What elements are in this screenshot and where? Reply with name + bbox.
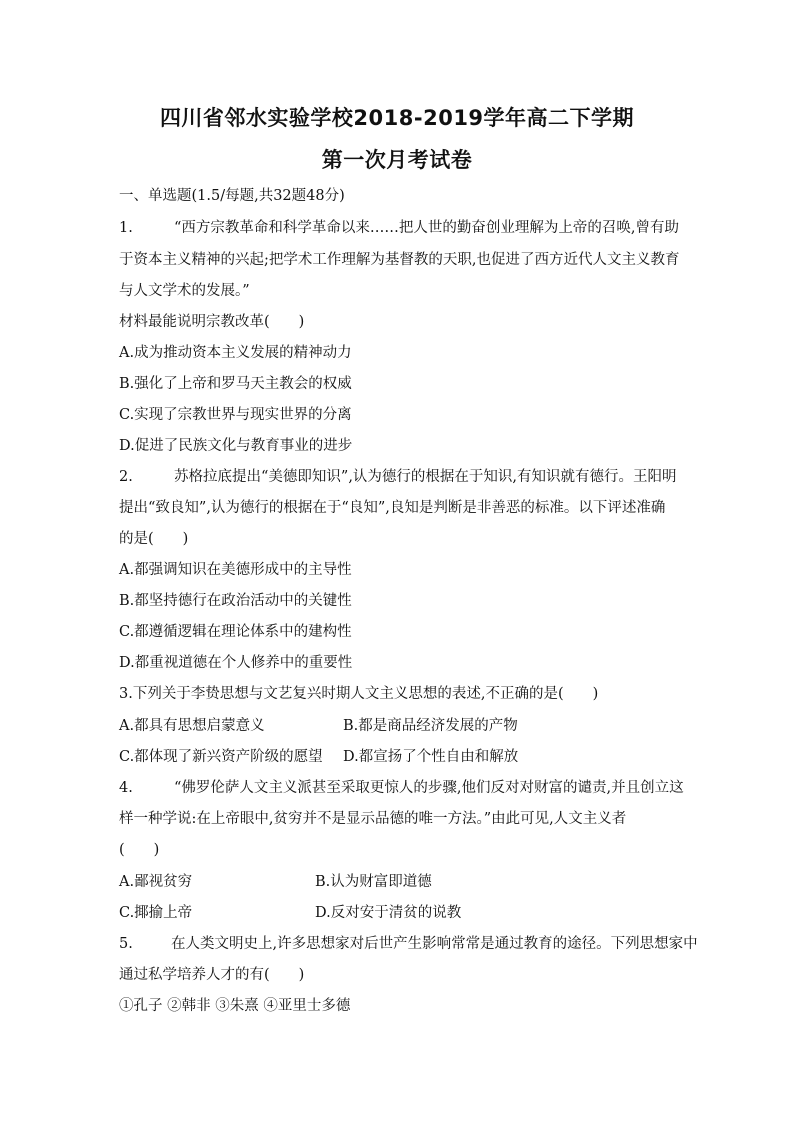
question-4-number: 4. <box>119 780 133 796</box>
question-2-option-c: C.都遵循逻辑在理论体系中的建构性 <box>119 624 352 640</box>
question-4-text-line-2: 样一种学说:在上帝眼中,贫穷并不是显示品德的唯一方法。”由此可见,人文主义者 <box>119 811 627 827</box>
question-2-option-b: B.都坚持德行在政治活动中的关键性 <box>119 593 352 609</box>
question-2-text-line-3: 的是( ) <box>119 531 189 547</box>
question-3-option-c: C.都体现了新兴资产阶级的愿望 <box>119 749 323 765</box>
exam-title: 四川省邻水实验学校2018-2019学年高二下学期 <box>159 106 635 130</box>
question-1-option-b: B.强化了上帝和罗马天主教会的权威 <box>119 376 352 392</box>
question-3-option-b: B.都是商品经济发展的产物 <box>343 718 518 734</box>
question-1-text-line-2: 于资本主义精神的兴起;把学术工作理解为基督教的天职,也促进了西方近代人文主义教育 <box>119 252 680 268</box>
question-5-choices: ①孔子 ②韩非 ③朱熹 ④亚里士多德 <box>119 998 351 1014</box>
question-4-option-c: C.揶揄上帝 <box>119 905 193 921</box>
question-1-text-line-3: 与人文学术的发展。” <box>119 283 250 299</box>
question-2-text-line-2: 提出“致良知”,认为德行的根据在于“良知”,良知是判断是非善恶的标准。以下评述准确 <box>119 500 666 516</box>
question-3-option-a: A.都具有思想启蒙意义 <box>119 718 265 734</box>
question-5-text-line-2: 通过私学培养人才的有( ) <box>119 967 305 983</box>
question-1-text-line-1: “西方宗教革命和科学革命以来……把人世的勤奋创业理解为上帝的召唤,曾有助 <box>174 220 680 236</box>
question-1-prompt: 材料最能说明宗教改革( ) <box>119 314 305 330</box>
question-2-number: 2. <box>119 469 133 485</box>
question-4-option-d: D.反对安于清贫的说教 <box>315 905 462 921</box>
question-2-option-a: A.都强调知识在美德形成中的主导性 <box>119 562 352 578</box>
question-4-text-line-1: “佛罗伦萨人文主义派甚至采取更惊人的步骤,他们反对对财富的谴责,并且创立这 <box>174 780 684 796</box>
section-heading: 一、单选题(1.5/每题,共32题48分) <box>119 188 345 204</box>
question-3-option-d: D.都宣扬了个性自由和解放 <box>343 749 519 765</box>
question-1-option-a: A.成为推动资本主义发展的精神动力 <box>119 345 352 361</box>
question-1-option-d: D.促进了民族文化与教育事业的进步 <box>119 438 353 454</box>
question-5-number: 5. <box>119 936 133 952</box>
question-5-text-line-1: 在人类文明史上,许多思想家对后世产生影响常常是通过教育的途径。下列思想家中 <box>171 936 698 952</box>
exam-subtitle: 第一次月考试卷 <box>321 148 473 172</box>
question-4-text-line-3: ( ) <box>119 842 160 858</box>
question-4-option-a: A.鄙视贫穷 <box>119 874 193 890</box>
question-1-number: 1. <box>119 220 133 236</box>
question-4-option-b: B.认为财富即道德 <box>315 874 432 890</box>
question-3-text: 3.下列关于李贽思想与文艺复兴时期人文主义思想的表述,不正确的是( ) <box>119 686 599 702</box>
question-1-option-c: C.实现了宗教世界与现实世界的分离 <box>119 407 352 423</box>
question-2-option-d: D.都重视道德在个人修养中的重要性 <box>119 655 353 671</box>
question-2-text-line-1: 苏格拉底提出“美德即知识”,认为德行的根据在于知识,有知识就有德行。王阳明 <box>174 469 677 485</box>
